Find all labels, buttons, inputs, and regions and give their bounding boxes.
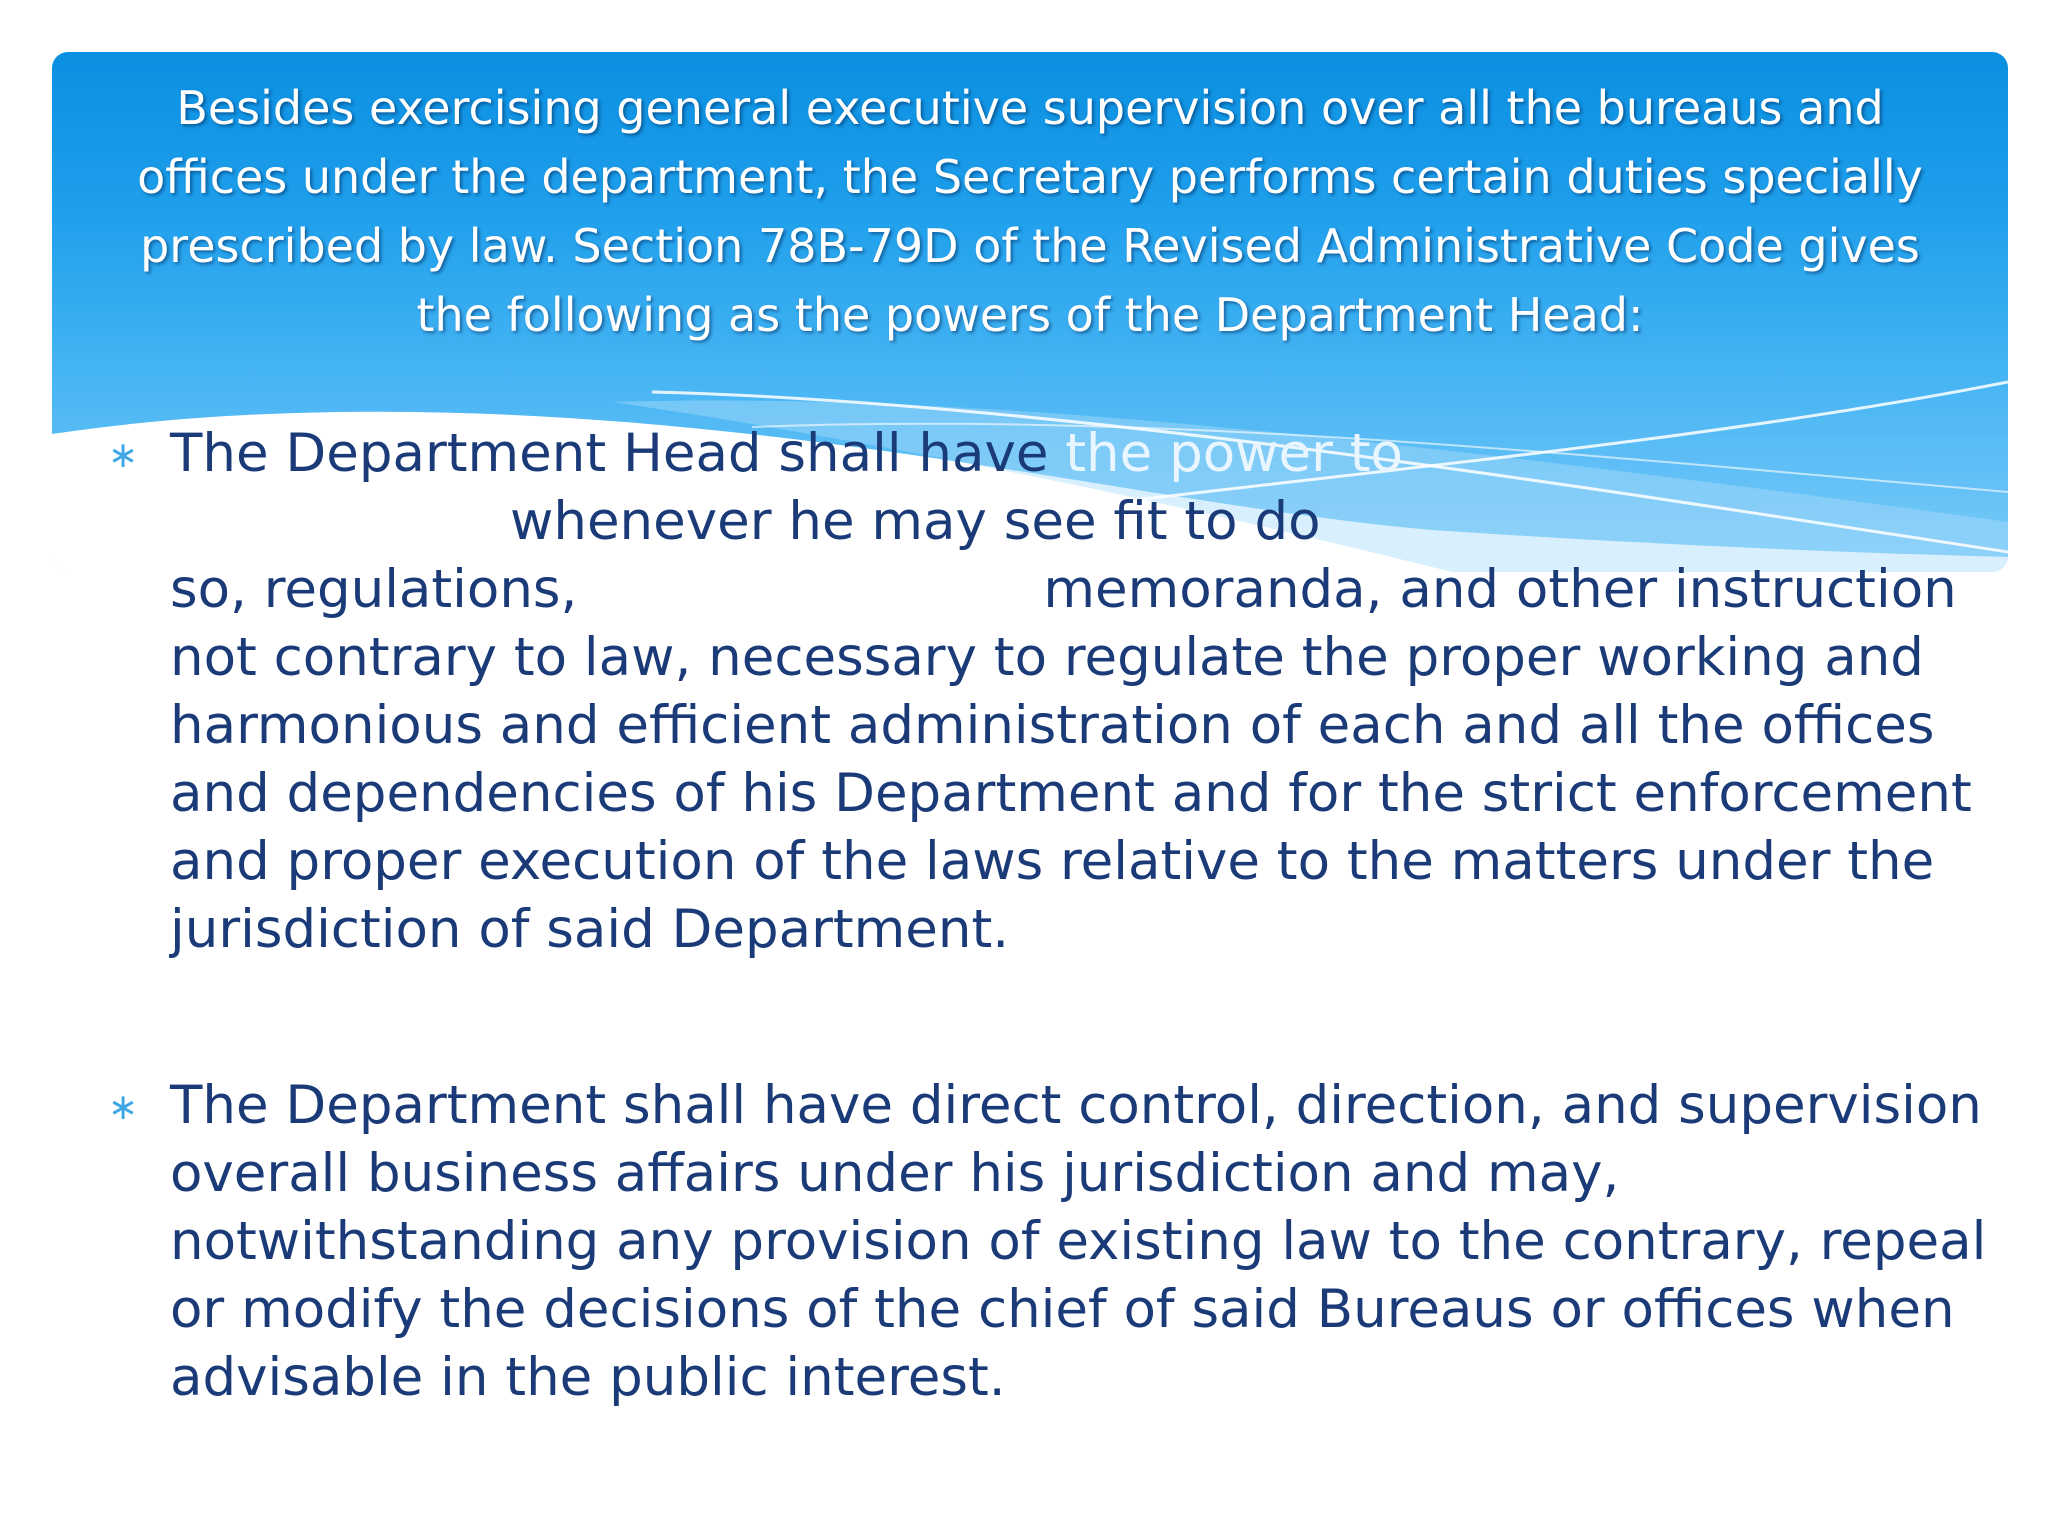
bullet-1-rest: memoranda, and other instruction not contrary to law, necessary to regulate the proper working and harmonious and efficient administration of each and all the offices and dependencies of his Department and for the strict enforcement and proper execution of the laws relative to the matters under the jurisdiction of said Department. xyxy=(170,559,1972,960)
bullet-1-pale-text: the power to xyxy=(1065,423,1403,484)
bullet-1-line-3: so, regulations, xyxy=(170,559,578,620)
bullet-item-1 xyxy=(108,420,1988,964)
asterisk-bullet-icon: ∗ xyxy=(108,435,139,476)
asterisk-bullet-icon: ∗ xyxy=(108,1087,139,1128)
bullet-2-text: The Department shall have direct control, direction, and supervision overall business affairs under his jurisdiction and may, notwithstanding any provision of existing law to the contrary, repeal or modify the decisions of the chief of said Bureaus or offices when advisable in the public interest. xyxy=(170,1075,1987,1408)
bullet-1-line-1: The Department Head shall have xyxy=(170,423,1066,484)
bullet-list xyxy=(108,420,1988,1412)
header-text: Besides exercising general executive supervision over all the bureaus and offices under the department, the Secretary performs certain duties specially prescribed by law. Section 78B-79D of the Revised Administrative Code gives the following as the powers of the Department Head: xyxy=(137,81,1923,342)
bullet-1-line-2: whenever he may see fit to do xyxy=(510,491,1321,552)
bullet-item-2 xyxy=(108,1072,1988,1412)
